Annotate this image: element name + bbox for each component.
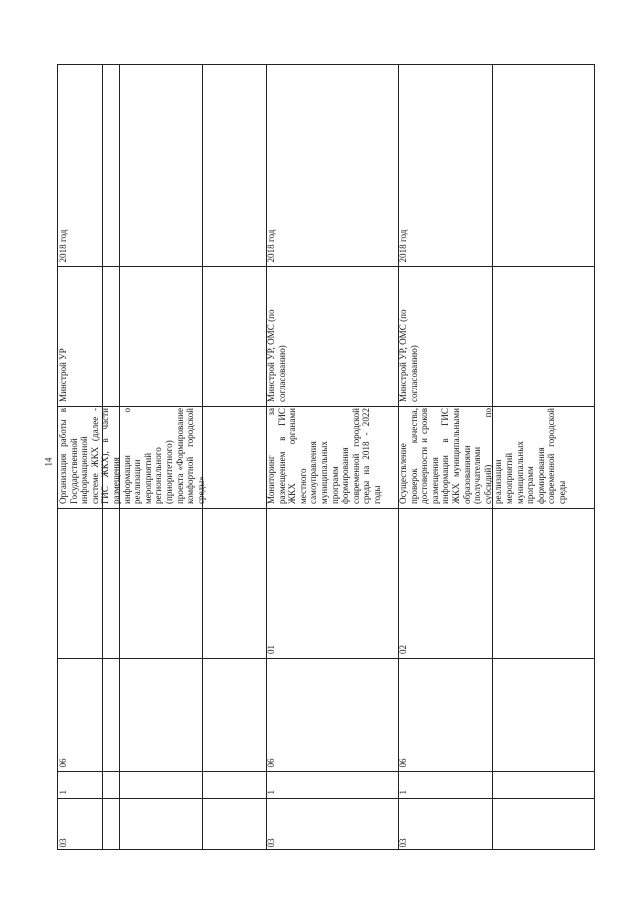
group-cell: 06 <box>266 757 276 767</box>
term-cell: 2018 год <box>266 229 276 262</box>
sub-cell: 1 <box>58 789 68 794</box>
item-cell: 02 <box>398 644 408 654</box>
code-cell: 03 <box>58 837 68 847</box>
executor-cell: Минстрой УР, ОМС (по согласованию) <box>266 309 287 402</box>
executor-cell: Минстрой УР <box>58 348 68 402</box>
item-cell: 01 <box>266 644 276 654</box>
term-cell: 2018 год <box>58 229 68 262</box>
term-cell: 2018 год <box>398 229 408 262</box>
sub-cell: 1 <box>398 789 408 794</box>
executor-cell: Минстрой УР, ОМС (по согласованию) <box>398 309 419 402</box>
code-cell: 03 <box>398 837 408 847</box>
item-cell <box>57 507 265 657</box>
description-cell: Мониторинг за размещением в ГИС ЖКХ органами местного самоуправления муниципальных программ формирования современной городской среды на 2018 - 2022 годы <box>266 408 382 504</box>
sub-cell: 1 <box>266 789 276 794</box>
group-cell: 06 <box>398 757 408 767</box>
page-number: 14 <box>43 457 53 467</box>
code-cell: 03 <box>266 837 276 847</box>
description-cell: Осуществление проверок качества, достоверности и сроков размещения информации в ГИС ЖКХ муниципальными образованиями (получателями субсидий) по реализации мероприятий муниципальных программ формирования современной городской среды <box>398 408 567 504</box>
description-cell: Организация работы в Государственной информационной системе ЖКХ (далее - ГИС ЖКХ), в части размещения информации о реализации мероприятий регионального (приоритетного) проекта «Формирование комфортной городской среды» <box>58 408 206 504</box>
group-cell: 06 <box>58 757 68 767</box>
